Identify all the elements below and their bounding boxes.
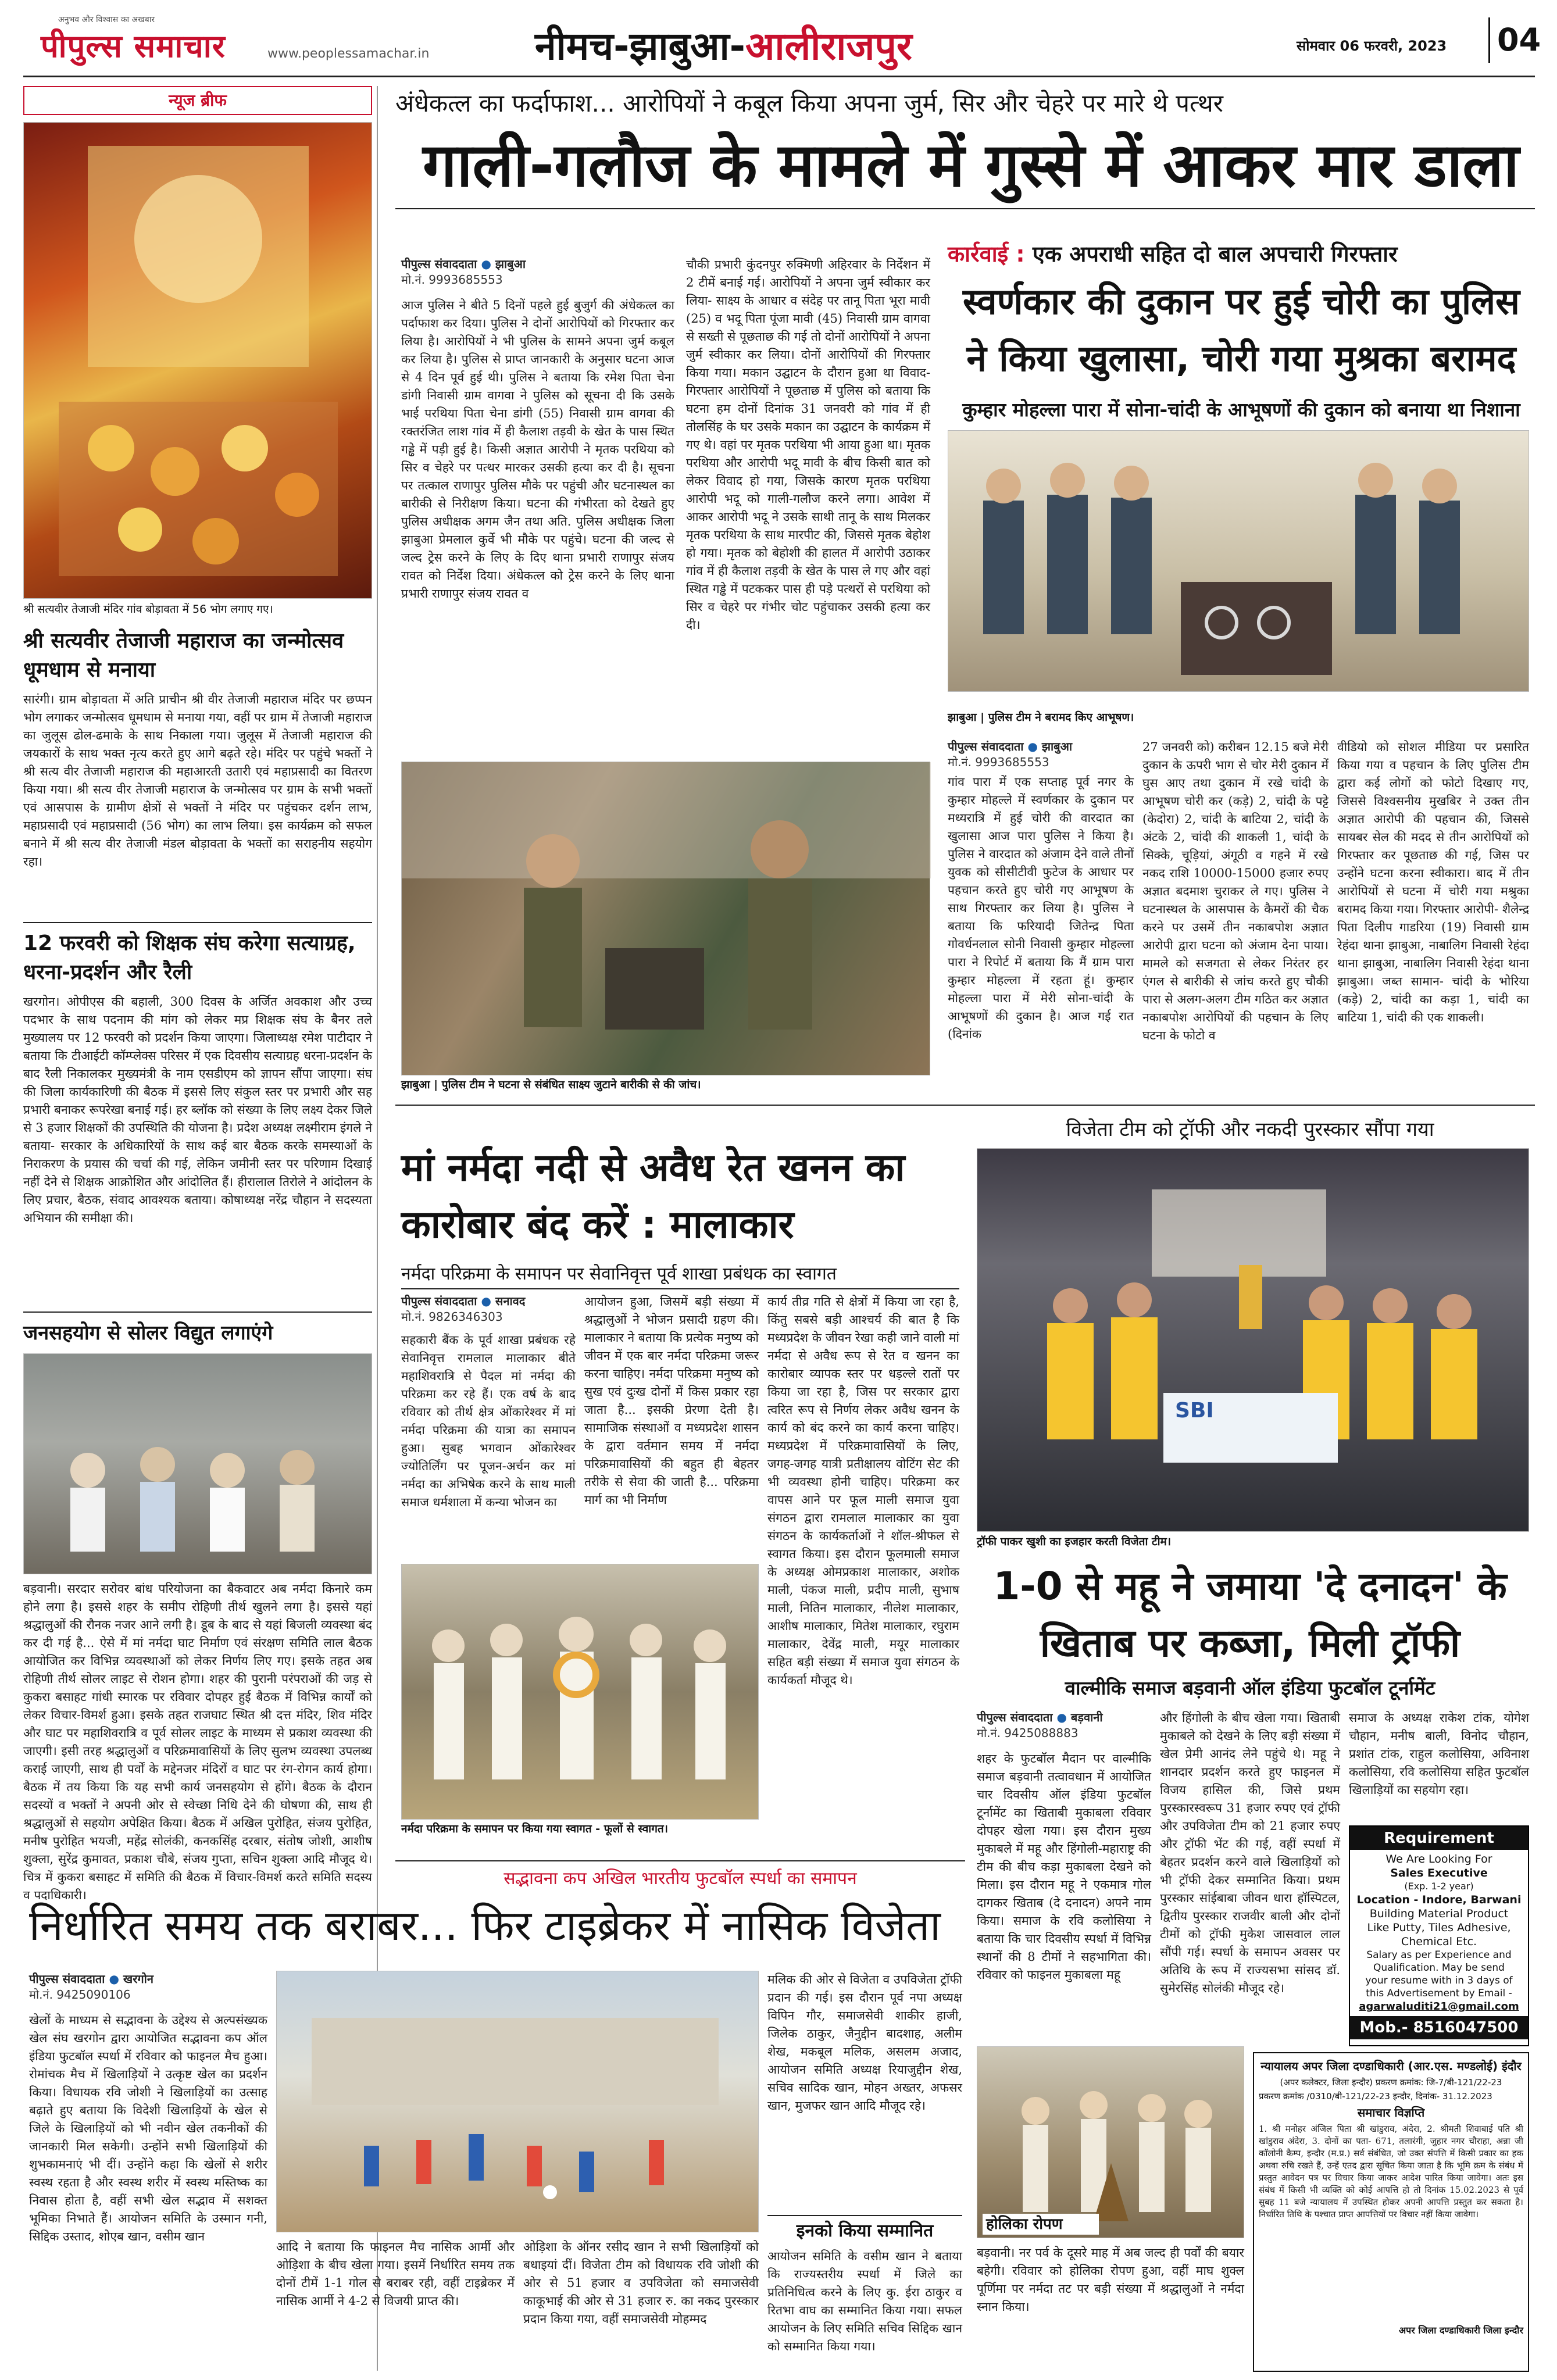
court-notice-body: 1. श्री मनोहर अंजिल पिता श्री खांडुराव, अंदेरा, 2. श्रीमती शिवाबाई पति श्री खांडुराव अंदेरा, 3. दोनों का पता- 671, तलारंगी, जुहार नगर चौराहा, अन्ना जी काॅलोनी कैम्प, इन्दौर (म.प्र.) सर्व संबंधित, जो उक्त संपत्ति में किसी प्रकार का हक अथवा रुचि रखते हैं, उन्हें एतद द्वारा सूचित किया जाता है कि भूमि क्रम के संबंध में प्रस्तुत आवेदन पत्र पर विचार किया जाकर आदेश पारित किया जावेगा। अतः इस संबंध में किसी भी व्यक्ति को कोई आपत्ति हो तो दिनांक 15.02.2023 से पूर्व सुबह 11 बजे न्यायालय में उपस्थित होकर अपनी आपत्ति प्रस्तुत कर सकता है। निर्धारित तिथि के पश्चात प्राप्त आपत्तियों पर विचार नहीं किया जावेगा।: [1259, 2124, 1523, 2220]
byline-phone: मो.नं. 9993685553: [401, 273, 503, 287]
page-number: 04: [1488, 17, 1534, 63]
ad-line-6: Like Putty, Tiles Adhesive,: [1367, 1921, 1511, 1934]
byline-reporter: पीपुल्स संवाददाता: [29, 1972, 105, 1986]
police-investigation-icon: [402, 762, 931, 1076]
narmada-rule: [401, 1288, 959, 1289]
football-col-4: मलिक की ओर से विजेता व उपविजेता ट्रॉफी प्रदान की गई। इस दौरान पूर्व नपा अध्यक्ष विपिन गौर, समाजसेवी शाकीर हाजी, जिलेक ठाकुर, जैनुद्दीन बादशाह, अलीम शेख, मकबूल मलिक, असलम अजाद, आयोजन समिति अध्यक्ष रियाजुद्दीन शेख, सचिव सादिक खान, मोहन अख्तर, अफसर खान, मुजफर खान आदि मौजूद रहे।: [767, 1972, 962, 2113]
trophy-headline: 1-0 से महू ने जमाया 'दे दनादन' के खिताब पर कब्जा, मिली ट्रॉफी: [993, 1564, 1507, 1666]
brief-1-body: सारंगी। ग्राम बोड़ावता में अति प्राचीन श्री वीर तेजाजी महाराज मंदिर पर छप्पन भोग लगाकर जन्मोत्सव धूमधाम से मनाया गया, वहीं पर ग्राम में तेजाजी महाराज का जुलूस ढोल-ढमाके के साथ निकाला गया। जुलूस में तेजाजी महाराज की जयकारों के साथ भक्त नृत्य करते हुए आगे बढ़ते रहे। मंदिर पर पहुंचे भक्तों ने श्री सत्य वीर तेजाजी महाराज की महाआरती उतारी एवं महाप्रसादी का वितरण किया गया। श्री सत्य वीर तेजाजी महाराज के जन्मोत्सव पर ग्राम के सभी भक्तों एवं आसपास के ग्रामीण क्षेत्रों से भक्तों ने मंदिर पर पहुंचकर दर्शन लाभ, महाप्रसादी एवं महाप्रसादी (56 भोग) का लाभ लिया। इस कार्यक्रम को सफल बनाने में श्री सत्य वीर तेजाजी मंडल बोड़ावता के भक्तों का सराहनीय सहयोग रहा।: [23, 692, 372, 869]
ad-title: Requirement: [1350, 1827, 1528, 1850]
cheque-bank-logo: SBI: [1175, 1399, 1214, 1423]
narmada-photo-caption: नर्मदा परिक्रमा के समापन पर किया गया स्वागत - फूलों से स्वागत।: [401, 1822, 759, 1837]
temple-deity-icon: [24, 123, 373, 599]
ad-line-2: Sales Executive: [1390, 1867, 1488, 1879]
theft-col-3: वीडियो को सोशल मीडिया पर प्रसारित किया गया व पहचान के लिए पुलिस टीम द्वारा कई लोगों को फोटो दिखाए गए, जिससे विश्वसनीय मुखबिर ने उक्त तीन अज्ञात आरोपी की पहचान की, जिससे सायबर सेल की मदद से तीन आरोपियों को गिरफ्तार कर पूछताछ की गई, जिस पर उन्होंने घटना करना स्वीकारा। बाद में तीन आरोपियों से घटना में चोरी गया मश्रुका बरामद किया गया। गिरफ्तार आरोपी- शैलेन्द्र पिता दिलीप गाडरिया (19) निवासी ग्राम रेहंदा थाना झाबुआ, नाबालिग निवासी रेहंदा थाना झाबुआ, नाबालिग निवासी रेहंदा थाना झाबुआ। जब्त सामान- चांदी के भोरिया (कड़े) 2, चांदी का कड़ा 1, चांदी का बाटिया 1, चांदी की एक शाकली।: [1337, 740, 1529, 1024]
court-notice-case: प्रकरण क्रमांक /0310/बी-121/22-23 इन्दौर, दिनांक- 31.12.2023: [1259, 2091, 1492, 2102]
football-col-1: खेलों के माध्यम से सद्भावना के उद्देश्य से अल्पसंख्यक खेल संघ खरगोन द्वारा आयोजित सद्भावना कप ऑल इंडिया फुटबॉल स्पर्धा में रविवार को फाइनल मैच हुआ। रोमांचक मैच में खिलाड़ियों ने उत्कृष्ट खेल का प्रदर्शन किया। विधायक रवि जोशी ने खिलाड़ियों का उत्साह बढ़ाते हुए बताया कि विदेशी खिलाड़ियों के खेल से जिले के खिलाड़ियों को भी नवीन खेल तकनीकों की जानकारी मिल सकेगी। उन्होंने सभी खिलाड़ियों की शुभकामनाएं भी दीं। उन्होंने कहा कि खेलों से शरीर स्वस्थ रहता है और स्वस्थ शरीर में स्वस्थ मस्तिष्क का निवास होता है, वहीं सभी खेल सद्भाव में सशक्त भूमिका निभाते हैं। आयोजन समिति के उस्मान गनी, सिद्दिक उस्ताद, शोएब खान, वसीम खान: [29, 2013, 267, 2243]
temple-photo-caption: श्री सत्यवीर तेजाजी मंदिर गांव बोड़ावता में 56 भोग लगाए गए।: [23, 602, 372, 620]
section-rule-2: [395, 1860, 965, 1861]
trophy-col-1: शहर के फुटबॉल मैदान पर वाल्मीकि समाज बड़वानी तत्वावधान में आयोजित चार दिवसीय ऑल इंडिया फुटबॉल टूर्नामेंट का खिताबी मुकाबला रविवार दोपहर खेला गया। इस दौरान मुख्य मुकाबले में महू और हिंगोली-महाराष्ट्र की टीम की बीच कड़ा मुकाबला देखने को मिला। इस दौरान महू ने एकमात्र गोल दागकर खिताब (दे दनादन) अपने नाम किया। समाज के रवि कलोसिया ने बताया कि चार दिवसीय स्पर्धा में विभिन्न स्थानों की 8 टीमों ने सहभागिता की। रविवार को फाइनल मुकाबला महू: [977, 1752, 1151, 1982]
court-notice: [1253, 2052, 1529, 2372]
byline-place: झाबुआ: [1041, 739, 1073, 753]
ad-line-3: (Exp. 1-2 year): [1404, 1881, 1474, 1892]
trophy-banner: विजेता टीम को ट्रॉफी और नकदी पुरस्कार सौंपा गया: [1066, 1118, 1434, 1141]
narmada-subhead: नर्मदा परिक्रमा के समापन पर सेवानिवृत्त पूर्व शाखा प्रबंधक का स्वागत: [401, 1264, 837, 1284]
football-banner: सद्भावना कप अखिल भारतीय फुटबॉल स्पर्धा का समापन: [503, 1868, 857, 1889]
byline-reporter: पीपुल्स संवाददाता: [401, 257, 477, 271]
football-byline: [29, 1971, 267, 2002]
murder-byline: [401, 256, 680, 287]
honor-title: इनको किया सम्मानित: [796, 2221, 934, 2241]
byline-dot-icon: ●: [109, 1972, 119, 1986]
narmada-byline: [401, 1293, 576, 1324]
brief-2-body: खरगोन। ओपीएस की बहाली, 300 दिवस के अर्जित अवकाश और उच्च पदभार के साथ पदनाम की मांग को लेकर मप्र शिक्षक संघ के बैनर तले मुख्यालय पर 12 फरवरी को प्रदर्शन किया जाएगा। जिलाध्यक्ष रमेश पाटीदार ने बताया कि टीआईटी कॉम्प्लेक्स परिसर में एक दिवसीय सत्याग्रह धरना-प्रदर्शन के बाद रैली निकालकर मुख्यमंत्री के नाम एसडीएम को ज्ञापन सौंपा जाएगा। संघ की जिला कार्यकारिणी की बैठक में इससे लिए संकुल स्तर पर प्रभारी और सह प्रभारी बनाकर रूपरेखा बनाई गई। हर ब्लॉक को संख्या के लिए लक्ष्य देकर जिले से 3 हजार शिक्षकों की उपस्थिति की योजना है। प्रदेश अध्यक्ष लक्ष्मीराम इंगले ने बताया- सरकार के अधिकारियों के साथ कई बार बैठक करके समस्याओं के निराकरण के प्रयास की चर्चा की गई, लेकिन जमीनी स्तर पर परिणाम दिखाई नहीं देने से शिक्षक आक्रोशित और आंदोलित हैं। हीरालाल तिरोले ने आंदोलन के लिए प्रचार, बैठक, संवाद आवश्यक बताया। कोषाध्यक्ष नरेंद्र चौहान ने सदस्यता अभियान की समीक्षा की।: [23, 995, 372, 1225]
football-match-icon: [277, 1971, 759, 2233]
narmada-col-2: आयोजन हुआ, जिसमें बड़ी संख्या में श्रद्धालुओं ने भोजन प्रसादी ग्रहण की। मालाकार ने बताया कि प्रत्येक मनुष्य को जीवन में एक बार नर्मदा परिक्रमा जरूर करना चाहिए। नर्मदा परिक्रमा मनुष्य को सुख एवं दुःख दोनों में किस प्रकार रहा जाता है... इसकी प्रेरणा देती है। सामाजिक संस्थाओं व मध्यप्रदेश शासन के द्वारा वर्तमान समय में नर्मदा परिक्रमावासियों की बहुत ही बेहतर तरीके से सेवा की जाती है... परिक्रमा मार्ग का भी निर्माण: [584, 1295, 759, 1507]
football-headline: निर्धारित समय तक बराबर... फिर टाइब्रेकर में नासिक विजेता: [29, 1901, 941, 1950]
ad-line-9: Qualification. May be send: [1373, 1962, 1505, 1974]
trophy-col-2: और हिंगोली के बीच खेला गया। खिताबी मुकाबले को देखने के लिए बड़ी संख्या में खेल प्रेमी आनंद लेने पहुंचे थे। महू ने शानदार प्रदर्शन करते हुए फाइनल में विजय हासिल की, जिसे प्रथम पुरस्कारस्वरूप 31 हजार रुपए एवं ट्रॉफी और उपविजेता टीम को 21 हजार रुपए और ट्रॉफी भेंट की गई, वहीं स्पर्धा में बेहतर प्रदर्शन करने वाले खिलाड़ियों को भी ट्रॉफी देकर सम्मानित किया। प्रथम पुरस्कार सांईबाबा जीवन धारा हॉस्पिटल, द्वितीय पुरस्कार राजवीर बाली और दोनों टीमों को ट्रॉफी मुकेश जासवाल लाल सौंपी गई। स्पर्धा के समापन अवसर पर अतिथि के रूप में राज्यसभा सांसद डॉ. सुमेरसिंह सोलंकी मौजूद रहे।: [1160, 1711, 1340, 1995]
byline-dot-icon: ●: [481, 257, 491, 271]
ad-email[interactable]: agarwaluditi21@gmail.com: [1359, 2000, 1519, 2013]
byline-reporter: पीपुल्स संवाददाता: [977, 1710, 1053, 1724]
murder-headline-rule: [395, 208, 1535, 209]
holika-ritual-icon: [977, 2047, 1245, 2239]
news-brief-label: न्यूज ब्रीफ: [23, 86, 372, 115]
theft-kicker: [948, 238, 1535, 270]
trophy-photo-caption: ट्रॉफी पाकर खुशी का इजहार करती विजेता टीम।: [977, 1535, 1529, 1550]
theft-subhead: कुम्हार मोहल्ला पारा में सोना-चांदी के आभूषणों की दुकान को बनाया था निशाना: [962, 398, 1520, 421]
murder-photo: [401, 762, 930, 1075]
job-advertisement: [1349, 1825, 1529, 2046]
masthead-rule: [23, 76, 1535, 77]
byline-place: झाबुआ: [495, 257, 526, 271]
edition-title-districts: नीमच-झाबुआ-: [535, 24, 746, 69]
byline-dot-icon: ●: [1056, 1710, 1067, 1724]
narmada-headline: मां नर्मदा नदी से अवैध रेत खनन का कारोबार बंद करें : मालाकार: [401, 1145, 905, 1247]
byline-phone: मो.नं. 9826346303: [401, 1310, 503, 1324]
temple-photo: [23, 122, 372, 599]
ad-line-7: Chemical Etc.: [1401, 1935, 1477, 1948]
theft-kicker-label: कार्रवाई :: [948, 241, 1025, 267]
theft-kicker-text: एक अपराधी सहित दो बाल अपचारी गिरफ्तार: [1032, 241, 1398, 267]
trophy-byline: [977, 1709, 1151, 1741]
byline-reporter: पीपुल्स संवाददाता: [948, 739, 1024, 753]
byline-dot-icon: ●: [481, 1294, 491, 1308]
ad-line-5: Building Material Product: [1369, 1907, 1509, 1920]
ad-line-11: this Advertisement by Email -: [1366, 1988, 1512, 1999]
court-notice-sign: अपर जिला दण्डाधिकारी जिला इन्दौर: [1398, 2325, 1523, 2336]
brief-1-title: श्री सत्यवीर तेजाजी महाराज का जन्मोत्सव धूमधाम से मनाया: [23, 629, 344, 682]
theft-photo: [948, 430, 1529, 692]
narmada-col-3: कार्य तीव्र गति से क्षेत्रों में किया जा रहा है, किंतु सबसे बड़ी आश्चर्य की बात है कि मध्यप्रदेश के जीवन रेखा कही जाने वाली मां नर्मदा से अवैध रूप से रेत व खनन का कारोबार व्यापक स्तर पर धड़ल्ले रातों पर किया जा रहा है, जिस पर सरकार द्वारा त्वरित रूप से निर्णय लेकर अवैध खनन के कार्य को बंद करने का कार्य करना चाहिए। मध्यप्रदेश में परिक्रमावासियों के लिए, जगह-जगह यात्री प्रतीक्षालय वोटिंग सेट की भी व्यवस्था होनी चाहिए। परिक्रमा कर वापस आने पर फूल माली समाज युवा संगठन द्वारा रामलाल मालाकार का युवा संगठन के कार्यकर्ताओं ने शॉल-श्रीफल से स्वागत किया। इस दौरान फूलमाली समाज के अध्यक्ष ओमप्रकाश मालाकार, अशोक माली, पंकज माली, प्रदीप माली, सुभाष माली, नितिन मालाकार, नीलेश मालाकार, आशीष मालाकार, मितेश मालाकार, रघुराम मालाकार, देवेंद्र माली, मयूर मालाकार सहित बड़ी संख्या में समाज युवा संगठन के कार्यकर्ता मौजूद थे।: [767, 1295, 959, 1687]
narmada-col-1: सहकारी बैंक के पूर्व शाखा प्रबंधक रहे सेवानिवृत्त रामलाल मालाकार बीते महाशिवरात्रि से पैदल मां नर्मदा की परिक्रमा कर रहे हैं। एक वर्ष के बाद रविवार को तीर्थ क्षेत्र ओंकारेश्वर में मां नर्मदा परिक्रमा की यात्रा का समापन हुआ। सुबह भगवान ओंकारेश्वर ज्योतिर्लिंग पर पूजन-अर्चन कर मां नर्मदा का अभिषेक करने के साथ माली समाज धर्मशाला में कन्या भोजन का: [401, 1333, 576, 1509]
ad-mobile: Mob.- 8516047500: [1350, 2016, 1528, 2039]
edition-title-highlight: आलीराजपुर: [745, 24, 912, 69]
ad-line-4: Location - Indore, Barwani: [1356, 1893, 1522, 1906]
murder-col-1: आज पुलिस ने बीते 5 दिनों पहले हुई बुजुर्ग की अंधेकत्ल का पर्दाफाश कर दिया। पुलिस ने दोनों आरोपियों को गिरफ्तार कर लिया है। आरोपियों ने भी पुलिस के सामने अपना जुर्म कबूल कर लिया है। पुलिस से प्राप्त जानकारी के अनुसार घटना आज से 4 दिन पूर्व हुई थी। पुलिस ने बताया कि रमेश पिता चेना डांगी निवासी ग्राम वागवा ने पुलिस को सूचना दी कि उसके भाई परथिया पिता चेना डांगी (55) निवासी ग्राम वागवा की रक्तरंजित लाश गांव में ही कैलाश तड़वी के खेत के पास स्थित गड्ढे में पड़ी हुई है। किसी अज्ञात आरोपी ने मृतक परथिया को सिर व चेहरे पर पत्थर मारकर उसकी हत्या कर दी है। सूचना पर तत्काल राणापुर पुलिस मौके पर पहुंची और घटनास्थल का बारीकी से निरीक्षण किया। घटना की गंभीरता को देखते हुए पुलिस अधीक्षक अगम जैन तथा अति. पुलिस अधीक्षक जिला झाबुआ प्रेमलाल कुर्वे भी मौके पर पहुंचे। घटना की जल्द से जल्द ट्रेस करने के लिए के दिए थाना प्रभारी राणापुर संजय रावत को निर्देश दिया। अंधेकत्ल को ट्रेस करने के लिए थाना प्रभारी राणापुर संजय रावत व: [401, 298, 674, 601]
brief-3-body: बड़वानी। सरदार सरोवर बांध परियोजना का बैकवाटर अब नर्मदा किनारे कम होने लगा है। इससे शहर के समीप रोहिणी तीर्थ खुलने लगा है। इससे यहां श्रद्धालुओं की रौनक नजर आने लगी है। डूब के बाद से यहां बिजली व्यवस्था बंद कर दी गई है... ऐसे में मां नर्मदा घाट निर्माण एवं संरक्षण समिति लाल बैठक आयोजित कर विभिन्न व्यवस्थाओं को लेकर निर्णय लिए गए। इसके तहत अब रोहिणी तीर्थ सोलर लाइट से रोशन होगा। शहर की पुरानी परंपराओं की जड़ से कुकरा बसाहट गांधी स्मारक पर रविवार दोपहर हुई बैठक में विभिन्न कार्यों को लेकर विचार-विमर्श हुआ। इसके तहत राजघाट स्थित श्री दत्त मंदिर, शिव मंदिर और घाट पर महाशिवरात्रि व पूर्व सोलर लाइट के माध्यम से प्रकाश व्यवस्था की जाएगी। इसी तरह श्रद्धालुओं व परिक्रमावासियों के लिए सुलभ व्यवस्था उपलब्ध कराई जाएगी, साथ ही पर्वों के मद्देनजर मंदिरों व घाट पर रंग-रोगन कार्य होगा। बैठक में तय किया कि यह सभी कार्य जनसहयोग से होंगे। बैठक के दौरान सदस्यों व भक्तों ने अपनी ओर से स्वेच्छा निधि देने की घोषणा की, साथ ही श्रद्धालुओं से सहयोग अपेक्षित किया। बैठक में अखिल पुरोहित, संजय पुरोहित, मनीष पुरोहित भयजी, महेंद्र सोलंकी, कनकसिंह दरबार, संतोष जोशी, आशीष शुक्ला, सुरेंद्र कुमावत, प्रकाश चौबे, संजय गुप्ता, सचिन शुक्ला आदि मौजूद थे। चित्र में कुकरा बसाहट में समिति की बैठक में विचार-विमर्श करते समिति सदस्य व पदाधिकारी।: [23, 1582, 372, 1902]
murder-headline: गाली-गलौज के मामले में गुस्से में आकर मार डाला: [423, 130, 1519, 201]
issue-date: सोमवार 06 फरवरी, 2023: [1297, 38, 1447, 54]
murder-photo-caption: झाबुआ | पुलिस टीम ने घटना से संबंधित साक्ष्य जुटाने बारीकी से की जांच।: [401, 1078, 930, 1093]
meeting-people-icon: [24, 1354, 373, 1575]
honor-body: आयोजन समिति के वसीम खान ने बताया कि राज्यस्तरीय स्पर्धा में जिले का प्रतिनिधित्व करने के लिए कु. ईरा ठाकुर व रितभा वाघ का सम्मानित किया गया। सफल आयोजन के लिए समिति सचिव सिद्दिक खान को सम्मानित किया गया।: [767, 2249, 962, 2353]
byline-phone: मो.नं. 9993685553: [948, 755, 1049, 769]
byline-phone: मो.नं. 9425090106: [29, 1988, 131, 2002]
ad-line-8: Salary as per Experience and: [1366, 1949, 1512, 1961]
court-notice-label: समाचार विज्ञप्ति: [1357, 2106, 1425, 2120]
winning-team-icon: [977, 1149, 1530, 1532]
court-notice-subtitle: (अपर कलेक्टर, जिला इन्दौर) प्रकरण क्रमांक: जि-7/बी-121/22-23: [1280, 2077, 1502, 2088]
byline-place: सनावद: [495, 1294, 526, 1308]
brief-divider-1: [23, 922, 372, 923]
court-notice-title: न्यायालय अपर जिला दण्डाधिकारी (आर.एस. मण्डलोई) इंदौर: [1260, 2059, 1522, 2073]
section-rule-1: [395, 1105, 1535, 1106]
football-match-photo: [276, 1971, 759, 2232]
edition-title: [535, 19, 912, 71]
byline-place: खरगोन: [123, 1972, 153, 1986]
paper-name-logo: पीपुल्स समाचार: [41, 28, 226, 65]
meeting-photo: [23, 1353, 372, 1574]
honor-rule: [767, 2215, 962, 2216]
theft-byline: [948, 738, 1134, 770]
murder-kicker: अंधेकत्ल का फर्दाफाश... आरोपियों ने कबूल किया अपना जुर्म, सिर और चेहरे पर मारे थे पत्थर: [395, 89, 1223, 117]
brief-2-title: 12 फरवरी को शिक्षक संघ करेगा सत्याग्रह, धरना-प्रदर्शन और रैली: [23, 931, 356, 984]
holika-title: होलिका रोपण: [983, 2214, 1099, 2235]
brief-divider-2: [23, 1311, 372, 1313]
byline-place: बड़वानी: [1070, 1710, 1103, 1724]
byline-dot-icon: ●: [1027, 739, 1038, 753]
brief-3-title: जनसहयोग से सोलर विद्युत लगाएंगे: [23, 1321, 273, 1345]
trophy-subhead: वाल्मीकि समाज बड़वानी ऑल इंडिया फुटबॉल टूर्नामेंट: [1065, 1677, 1435, 1699]
theft-photo-caption: झाबुआ | पुलिस टीम ने बरामद किए आभूषण।: [948, 710, 1529, 726]
masthead-tagline: अनुभव और विश्वास का अखबार: [58, 15, 155, 24]
felicitation-icon: [402, 1564, 759, 1820]
holika-photo: [977, 2046, 1244, 2238]
trophy-col-3: समाज के अध्यक्ष राकेश टांक, योगेश चौहान, मनीष बाली, विनोद चौहान, प्रशांत टांक, राहुल कलोसिया, अविनाश कलोसिया, रवि कलोसिया सहित फुटबॉल खिलाड़ियों का सहयोग रहा।: [1349, 1711, 1529, 1797]
theft-col-2: 27 जनवरी को) करीबन 12.15 बजे मेरी दुकान के ऊपरी भाग से चोर मेरी दुकान में घुस आए तथा दुकान में रखे चांदी के आभूषण चोरी कर (कड़े) 2, चांदी के पट्टे (केदोरा) 2, चांदी के बाटिया 2, चांदी के अंटके 2, चांदी की शाकली 1, चांदी के सिक्के, चूड़ियां, अंगूठी व गहने में रखे नकद राशि 10000-15000 हजार रुपए अज्ञात बदमाश चुराकर ले गए। पुलिस ने घटनास्थल के आसपास के कैमरों की चैक करने पर उसमें तीन नकाबपोश अज्ञात आरोपी द्वारा घटना को अंजाम देना पाया। मामले को सजगता से लेकर निरंतर हर एंगल से बारीकी से जांच करते हुए चौकी पारा से अलग-अलग टीम गठित कर अज्ञात नकाबपोश आरोपियों की पहचान के लिए घटना के फोटो व: [1142, 740, 1329, 1042]
narmada-photo: [401, 1564, 759, 1820]
trophy-photo: [977, 1148, 1529, 1532]
holika-body: बड़वानी। नर पर्व के दूसरे माह में अब जल्द ही पर्वों की बयार बहेगी। रविवार को होलिका रोपण हुआ, वहीं माघ शुक्ल पूर्णिमा पर नर्मदा तट पर बड़ी संख्या में श्रद्धालुओं ने नर्मदा स्नान किया।: [977, 2246, 1244, 2314]
theft-col-1: गांव पारा में एक सप्ताह पूर्व नगर के कुम्हार मोहल्ले में स्वर्णकार के दुकान पर मध्यरात्रि में हुई चोरी की वारदात का खुलासा आज पारा पुलिस ने किया है। पुलिस ने वारदात को अंजाम देने वाले तीनों युवक को सीसीटीवी फुटेज के आधार पर पहचान करते हुए चोरी गए आभूषण के साथ गिरफ्तार कर लिया है। पुलिस ने बताया कि फरियादी जितेन्द्र पिता गोवर्धनलाल सोनी निवासी कुम्हार मोहल्ला पारा ने रिपोर्ट में बताया कि मैं ग्राम पारा कुम्हार मोहल्ला में रहता हूं। कुम्हार मोहल्ला पारा में मेरी सोना-चांदी के आभूषणों की दुकान है। आज गई रात (दिनांक: [948, 775, 1134, 1041]
website-url[interactable]: www.peoplessamachar.in: [267, 47, 430, 61]
byline-phone: मो.नं. 9425088883: [977, 1726, 1079, 1740]
football-col-3: ओड़िशा के ऑनर रसीद खान ने सभी खिलाड़ियों को बधाइयां दीं। विजेता टीम को विधायक रवि जोशी की ओर से 51 हजार व उपविजेता को समाजसेवी काकूभाई की ओर से 31 हजार रु. का नकद पुरस्कार प्रदान किया गया, वहीं समाजसेवी मोहम्मद: [523, 2240, 759, 2326]
football-col-2: आदि ने बताया कि फाइनल मैच नासिक आर्मी और ओड़िशा के बीच खेला गया। इसमें निर्धारित समय तक दोनों टीमें 1-1 गोल से बराबर रही, वहीं टाइब्रेकर में नासिक आर्मी ने 4-2 से विजयी प्राप्त की।: [276, 2240, 515, 2308]
masthead: [23, 13, 1541, 77]
theft-headline: स्वर्णकार की दुकान पर हुई चोरी का पुलिस ने किया खुलासा, चोरी गया मुश्रका बरामद: [963, 280, 1520, 380]
ad-line-1: We Are Looking For: [1385, 1853, 1492, 1866]
byline-reporter: पीपुल्स संवाददाता: [401, 1294, 477, 1308]
ad-line-10: your resume with in 3 days of: [1365, 1975, 1513, 1986]
murder-col-2: चौकी प्रभारी कुंदनपुर रुक्मिणी अहिरवार के निर्देशन में 2 टीमें बनाई गई। आरोपियों ने अपना जुर्म स्वीकार कर लिया- साक्ष्य के आधार व संदेह पर तानू पिता भूरा मावी (25) व भदू पिता पूंजा मावी (45) निवासी ग्राम वागवा से सख्ती से पूछताछ की गई तो दोनों आरोपियों ने अपना जुर्म स्वीकार कर लिया। दोनों आरोपियों की गिरफ्तार किया गया। मकान उद्घाटन के दौरान हुआ था विवाद- गिरफ्तार आरोपियों ने पूछताछ में पुलिस को बताया कि घटना हम दोनों दिनांक 31 जनवरी को गांव में ही तोलसिंह के घर उसके मकान का उद्घाटन के कार्यक्रम में गए थे। वहां पर मृतक परथिया भी आया हुआ था। मृतक परथिया और आरोपी भदू मावी के बीच किसी बात को लेकर विवाद हो गया, जिसके कारण मृतक परथिया आरोपी भदू को गाली-गलौज करने लगा। आवेश में आकर आरोपी भदू ने उसके साथी तानू के साथ मिलकर मृतक परथिया के साथ मारपीट की, जिससे मृतक बेहोश हो गया। मृतक को बेहोशी की हालत में आरोपी उठाकर गांव में ही कैलाश तड़वी के खेत के पास ले गए और वहां स्थित गड्ढे में पटककर पास ही पड़े पत्थरों से परथिया को सिर व चेहरे पर गंभीर चोट पहुंचाकर उसकी हत्या कर दी।: [686, 258, 930, 632]
police-team-icon: [948, 431, 1530, 692]
